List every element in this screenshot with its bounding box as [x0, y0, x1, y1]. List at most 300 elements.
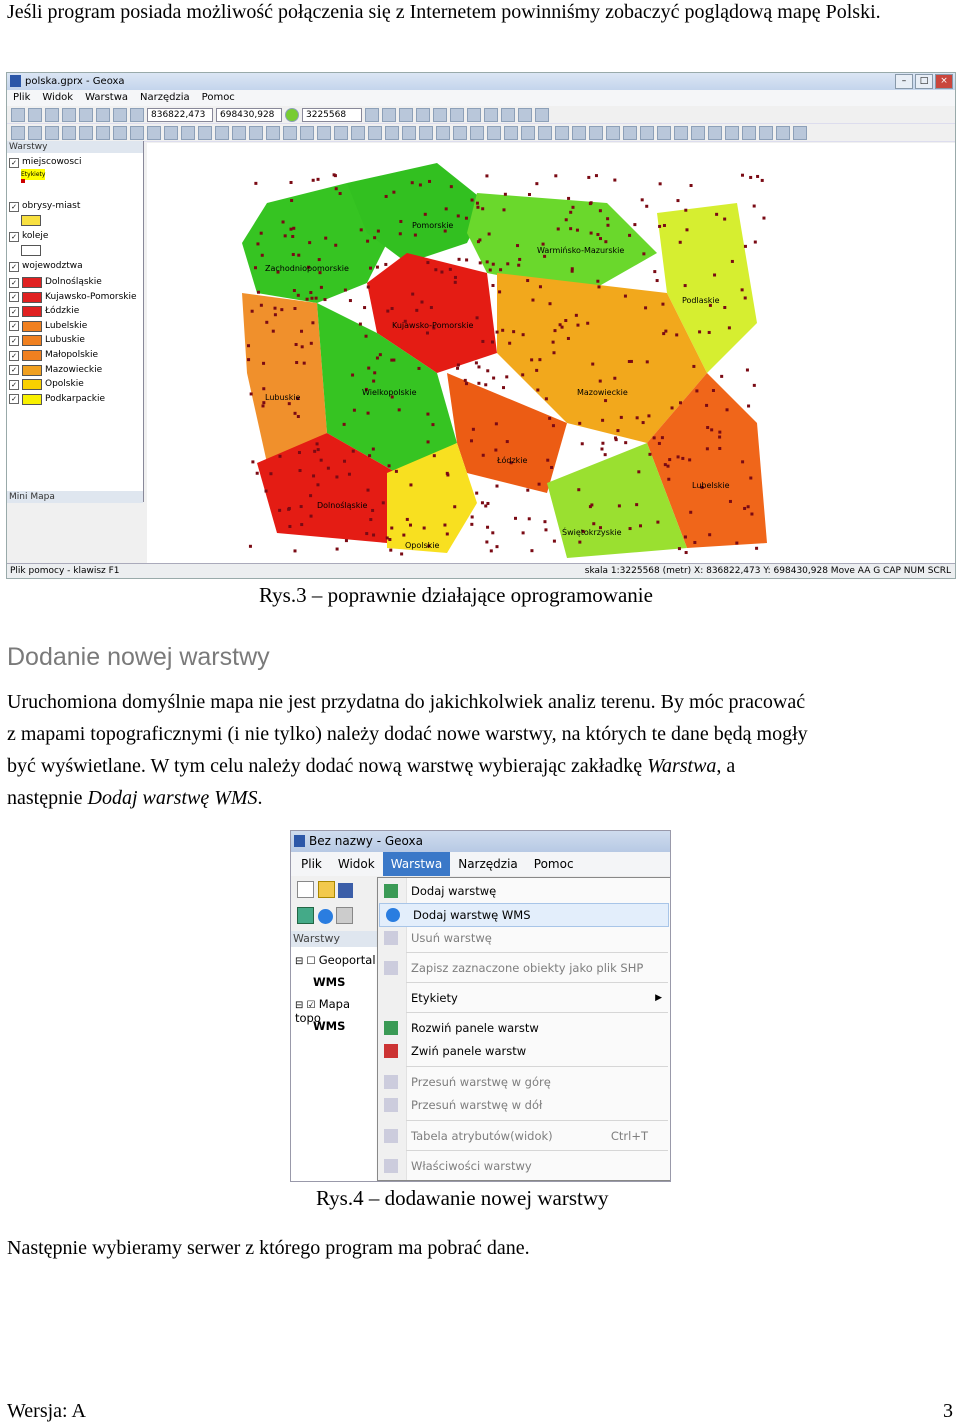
- town-marker: [409, 524, 412, 527]
- menu-item-collapse-panels[interactable]: [378, 1040, 670, 1062]
- town-marker: [604, 240, 607, 243]
- tool-icon[interactable]: [399, 108, 413, 122]
- tool-icon[interactable]: [433, 108, 447, 122]
- layer-icon[interactable]: [283, 126, 297, 140]
- town-marker: [323, 298, 326, 301]
- layer-row[interactable]: ⊟ ☐ Geoportal: [295, 953, 376, 967]
- legend-item[interactable]: [9, 379, 84, 390]
- town-marker: [254, 182, 257, 185]
- menu-item-label: Właściwości warstwy: [411, 1159, 532, 1173]
- town-marker: [367, 412, 370, 415]
- layer-icon[interactable]: [300, 126, 314, 140]
- town-marker: [486, 502, 489, 505]
- town-marker: [301, 345, 304, 348]
- layer-icon[interactable]: [249, 126, 263, 140]
- town-marker: [646, 360, 649, 363]
- town-marker: [426, 413, 429, 416]
- town-marker: [501, 329, 504, 332]
- tool-icon[interactable]: [467, 108, 481, 122]
- layer-icon[interactable]: [198, 126, 212, 140]
- town-marker: [300, 523, 303, 526]
- town-marker: [492, 263, 495, 266]
- town-marker: [308, 241, 311, 244]
- town-marker: [576, 229, 579, 232]
- town-marker: [596, 233, 599, 236]
- edit-icon[interactable]: [674, 126, 688, 140]
- town-marker: [576, 324, 579, 327]
- town-marker: [743, 507, 746, 510]
- checkbox[interactable]: ✓: [9, 158, 19, 168]
- town-marker: [676, 199, 679, 202]
- select-icon[interactable]: [555, 126, 569, 140]
- grid-icon[interactable]: [113, 108, 127, 122]
- minimize-button[interactable]: –: [895, 74, 913, 89]
- town-marker: [377, 230, 380, 233]
- town-marker: [476, 316, 479, 319]
- town-marker: [247, 358, 250, 361]
- zoom-icon[interactable]: [487, 126, 501, 140]
- town-marker: [559, 323, 562, 326]
- town-marker: [384, 263, 387, 266]
- text-span: z mapami topograficznymi (i nie tylko) należy dodać nowe warstwy, na których te dane będą mogły: [7, 723, 808, 745]
- town-marker: [528, 193, 531, 196]
- town-marker: [596, 280, 599, 283]
- town-marker: [372, 448, 375, 451]
- layer-icon[interactable]: [419, 126, 433, 140]
- town-marker: [494, 449, 497, 452]
- legend-item[interactable]: [9, 350, 98, 361]
- edit-icon[interactable]: [742, 126, 756, 140]
- window-titlebar: [7, 73, 955, 90]
- edit-icon[interactable]: [793, 126, 807, 140]
- layer-icon[interactable]: [385, 126, 399, 140]
- region-label: Podlaskie: [682, 296, 720, 305]
- checkbox[interactable]: ✓: [9, 321, 19, 331]
- town-marker: [586, 322, 589, 325]
- legend-item[interactable]: [9, 277, 102, 288]
- move-icon[interactable]: [382, 108, 396, 122]
- menu-item-remove-layer[interactable]: [378, 927, 670, 949]
- tool-icon[interactable]: [450, 108, 464, 122]
- layer-row[interactable]: [9, 261, 83, 272]
- menu-item-attribute-table[interactable]: [378, 1125, 670, 1147]
- layer-label: wojewodztwa: [22, 261, 83, 271]
- menubar: [7, 90, 955, 106]
- edit-icon[interactable]: [657, 126, 671, 140]
- legend-item[interactable]: [9, 365, 102, 376]
- town-marker: [359, 323, 362, 326]
- coord-y-field[interactable]: 698430,928: [216, 108, 282, 122]
- town-marker: [713, 273, 716, 276]
- globe-icon[interactable]: [318, 909, 333, 924]
- edit-icon[interactable]: [640, 126, 654, 140]
- add-layer-icon: [384, 884, 398, 898]
- select-icon[interactable]: [521, 126, 535, 140]
- checkbox[interactable]: ✓: [9, 307, 19, 317]
- locate-icon[interactable]: [285, 108, 299, 122]
- add-layer-icon[interactable]: [297, 907, 314, 924]
- town-marker: [656, 521, 659, 524]
- menu-narzedzia[interactable]: Narzędzia: [458, 857, 518, 871]
- town-marker: [505, 375, 508, 378]
- town-marker: [386, 536, 389, 539]
- town-marker: [636, 416, 639, 419]
- coord-x-field[interactable]: 836822,473: [147, 108, 213, 122]
- layer-icon[interactable]: [113, 126, 127, 140]
- layer-icon[interactable]: [79, 126, 93, 140]
- open-icon[interactable]: [318, 881, 335, 898]
- town-marker: [426, 332, 429, 335]
- menu-warstwa[interactable]: Warstwa: [85, 92, 129, 103]
- town-marker: [457, 214, 460, 217]
- town-marker: [262, 362, 265, 365]
- help-icon[interactable]: [535, 108, 549, 122]
- town-marker: [741, 174, 744, 177]
- legend-item[interactable]: [9, 335, 85, 346]
- legend-item[interactable]: [9, 321, 87, 332]
- layer-icon[interactable]: [130, 126, 144, 140]
- town-marker: [247, 344, 250, 347]
- town-marker: [744, 296, 747, 299]
- town-marker: [399, 232, 402, 235]
- tool-icon[interactable]: [484, 108, 498, 122]
- checkbox[interactable]: ✓: [9, 380, 19, 390]
- town-marker: [698, 330, 701, 333]
- layer-icon[interactable]: [62, 126, 76, 140]
- body-paragraph: [7, 686, 955, 814]
- menu-item-move-up[interactable]: [378, 1071, 670, 1093]
- town-marker: [624, 441, 627, 444]
- edit-icon[interactable]: [708, 126, 722, 140]
- close-button[interactable]: ×: [935, 74, 953, 89]
- town-marker: [367, 367, 370, 370]
- menu-pomoc[interactable]: Pomoc: [533, 857, 574, 871]
- edit-icon[interactable]: [623, 126, 637, 140]
- hand-icon[interactable]: [436, 126, 450, 140]
- town-marker: [465, 382, 468, 385]
- zoom-out-icon[interactable]: [470, 126, 484, 140]
- layer-icon[interactable]: [402, 126, 416, 140]
- town-marker: [642, 252, 645, 255]
- town-marker: [729, 500, 732, 503]
- town-marker: [548, 417, 551, 420]
- town-marker: [369, 267, 372, 270]
- font-icon[interactable]: [62, 108, 76, 122]
- town-marker: [309, 494, 312, 497]
- town-marker: [433, 454, 436, 457]
- menu-item-expand-panels[interactable]: [378, 1017, 670, 1039]
- edit-icon[interactable]: [759, 126, 773, 140]
- checkbox[interactable]: ✓: [9, 232, 19, 242]
- legend-swatch: [22, 350, 42, 361]
- edit-icon[interactable]: [691, 126, 705, 140]
- menu-pomoc[interactable]: Pomoc: [201, 92, 235, 103]
- town-marker: [477, 382, 480, 385]
- layer-icon[interactable]: [181, 126, 195, 140]
- grid-icon[interactable]: [79, 108, 93, 122]
- menu-item-label: Zapisz zaznaczone obiekty jako plik SHP: [411, 961, 644, 975]
- zoom-icon[interactable]: [504, 126, 518, 140]
- town-marker: [471, 515, 474, 518]
- town-marker: [297, 415, 300, 418]
- menu-narzedzia[interactable]: Narzędzia: [140, 92, 190, 103]
- legend-label: Łódzkie: [45, 306, 80, 317]
- town-marker: [616, 429, 619, 432]
- town-marker: [367, 285, 370, 288]
- town-marker: [656, 279, 659, 282]
- town-marker: [260, 232, 263, 235]
- legend-item[interactable]: [9, 394, 105, 405]
- layer-icon[interactable]: [266, 126, 280, 140]
- menu-warstwa[interactable]: Warstwa: [383, 852, 451, 876]
- town-marker: [368, 454, 371, 457]
- town-marker: [465, 258, 468, 261]
- legend-swatch: [22, 321, 42, 332]
- menu-plik[interactable]: Plik: [13, 92, 31, 103]
- town-marker: [599, 237, 602, 240]
- town-marker: [417, 367, 420, 370]
- town-marker: [521, 373, 524, 376]
- legend-swatch: [22, 277, 42, 288]
- town-marker: [265, 490, 268, 493]
- town-marker: [251, 460, 254, 463]
- town-marker: [294, 549, 297, 552]
- town-marker: [373, 236, 376, 239]
- town-marker: [502, 386, 505, 389]
- town-marker: [571, 270, 574, 273]
- town-marker: [705, 404, 708, 407]
- town-marker: [502, 208, 505, 211]
- save-icon[interactable]: [45, 108, 59, 122]
- town-marker: [476, 206, 479, 209]
- layer-icon[interactable]: [232, 126, 246, 140]
- town-marker: [312, 474, 315, 477]
- town-marker: [499, 268, 502, 271]
- town-marker: [294, 412, 297, 415]
- chevron-down-icon[interactable]: [365, 108, 379, 122]
- legend-item[interactable]: [9, 306, 79, 317]
- layer-icon[interactable]: [28, 126, 42, 140]
- checkbox[interactable]: ✓: [9, 336, 19, 346]
- town-marker: [365, 335, 368, 338]
- layer-row[interactable]: [9, 231, 48, 242]
- town-marker: [554, 174, 557, 177]
- edit-icon[interactable]: [589, 126, 603, 140]
- town-marker: [629, 527, 632, 530]
- town-marker: [712, 389, 715, 392]
- footer-version: Wersja: A: [7, 1400, 86, 1422]
- town-marker: [311, 321, 314, 324]
- town-marker: [260, 304, 263, 307]
- town-marker: [564, 319, 567, 322]
- town-marker: [695, 389, 698, 392]
- town-marker: [706, 426, 709, 429]
- town-marker: [475, 492, 478, 495]
- town-marker: [693, 541, 696, 544]
- layer-icon[interactable]: [45, 126, 59, 140]
- town-marker: [604, 453, 607, 456]
- town-marker: [630, 360, 633, 363]
- new-icon[interactable]: [297, 881, 314, 898]
- town-marker: [414, 234, 417, 237]
- save-icon[interactable]: [338, 883, 353, 898]
- checkbox[interactable]: ✓: [9, 292, 19, 302]
- town-marker: [390, 359, 393, 362]
- layer-icon[interactable]: [164, 126, 178, 140]
- window-title: polska.gprx - Geoxa: [25, 76, 125, 87]
- town-marker: [385, 195, 388, 198]
- town-marker: [443, 524, 446, 527]
- town-marker: [476, 202, 479, 205]
- layer-icon[interactable]: [215, 126, 229, 140]
- menu-widok[interactable]: Widok: [42, 92, 74, 103]
- checkbox[interactable]: ✓: [9, 365, 19, 375]
- town-marker: [522, 333, 525, 336]
- menu-item-add-layer[interactable]: [378, 880, 670, 902]
- checkbox[interactable]: ✓: [9, 394, 19, 404]
- menu-widok[interactable]: Widok: [337, 857, 375, 871]
- layer-label: obrysy-miast: [22, 201, 81, 211]
- layer-row[interactable]: ⊟ ☑ Mapa topo: [295, 997, 351, 1025]
- town-marker: [395, 470, 398, 473]
- region-lubuskie: [242, 293, 327, 463]
- town-marker: [592, 522, 595, 525]
- town-marker: [477, 365, 480, 368]
- menu-item-save-shp[interactable]: [378, 957, 670, 979]
- town-marker: [279, 455, 282, 458]
- town-marker: [388, 464, 391, 467]
- town-marker: [295, 343, 298, 346]
- layer-row[interactable]: [9, 201, 80, 212]
- zoom-in-icon[interactable]: [453, 126, 467, 140]
- layer-row[interactable]: [9, 157, 81, 168]
- town-marker: [353, 409, 356, 412]
- app-icon: [10, 75, 21, 87]
- legend-swatch: [22, 379, 42, 390]
- layers-panel-header: Warstwy: [291, 931, 377, 947]
- toolbar: [297, 907, 353, 927]
- town-marker: [339, 192, 342, 195]
- town-marker: [578, 422, 581, 425]
- edit-icon[interactable]: [606, 126, 620, 140]
- warstwa-dropdown-menu: [377, 877, 671, 1181]
- menu-item-label: Etykiety: [411, 991, 458, 1005]
- checkbox[interactable]: ✓: [9, 202, 19, 212]
- town-marker: [430, 306, 433, 309]
- checkbox[interactable]: ✓: [9, 278, 19, 288]
- region-label: Dolnośląskie: [317, 501, 368, 510]
- town-marker: [486, 369, 489, 372]
- table-icon: [384, 1129, 398, 1143]
- town-marker: [514, 517, 517, 520]
- town-marker: [578, 541, 581, 544]
- menu-item-label: Przesuń warstwę w górę: [411, 1075, 551, 1089]
- town-marker: [360, 228, 363, 231]
- town-marker: [249, 545, 252, 548]
- town-marker: [530, 549, 533, 552]
- region-warminsko-mazurskie: [467, 193, 657, 293]
- town-marker: [367, 489, 370, 492]
- menu-item-add-wms-layer[interactable]: [379, 903, 669, 927]
- menu-item-layer-properties[interactable]: [378, 1155, 670, 1177]
- town-marker: [613, 377, 616, 380]
- checkbox[interactable]: ✓: [9, 351, 19, 361]
- tool-icon[interactable]: [501, 108, 515, 122]
- town-marker: [599, 209, 602, 212]
- select-icon[interactable]: [572, 126, 586, 140]
- maximize-button[interactable]: □: [915, 74, 933, 89]
- checkbox[interactable]: ✓: [9, 262, 19, 272]
- town-marker: [577, 488, 580, 491]
- edit-icon[interactable]: [725, 126, 739, 140]
- town-marker: [295, 361, 298, 364]
- town-marker: [528, 517, 531, 520]
- open-icon[interactable]: [28, 108, 42, 122]
- town-marker: [536, 389, 539, 392]
- layer-icon[interactable]: [351, 126, 365, 140]
- town-marker: [485, 540, 488, 543]
- town-marker: [590, 232, 593, 235]
- town-marker: [545, 397, 548, 400]
- town-marker: [552, 351, 555, 354]
- geoxa-map-screenshot: [6, 72, 956, 579]
- new-icon[interactable]: [11, 108, 25, 122]
- legend-item[interactable]: [9, 292, 137, 303]
- town-marker: [369, 518, 372, 521]
- edit-icon[interactable]: [776, 126, 790, 140]
- layer-icon[interactable]: [334, 126, 348, 140]
- grid-icon[interactable]: [130, 108, 144, 122]
- town-marker: [677, 455, 680, 458]
- layer-icon[interactable]: [147, 126, 161, 140]
- town-marker: [544, 528, 547, 531]
- layer-icon[interactable]: [11, 126, 25, 140]
- layer-icon[interactable]: [336, 907, 353, 924]
- town-marker: [320, 459, 323, 462]
- town-marker: [363, 306, 366, 309]
- section-heading: Dodanie nowej warstwy: [7, 643, 270, 671]
- tool-icon[interactable]: [416, 108, 430, 122]
- menu-item-label: Dodaj warstwę WMS: [413, 908, 531, 922]
- menu-item-move-down[interactable]: [378, 1094, 670, 1116]
- emphasis: Warstwa: [647, 755, 717, 777]
- town-marker: [420, 301, 423, 304]
- town-marker: [298, 451, 301, 454]
- town-marker: [335, 187, 338, 190]
- grid-icon[interactable]: [96, 108, 110, 122]
- menu-plik[interactable]: Plik: [301, 857, 322, 871]
- window-titlebar: [291, 831, 670, 852]
- layer-icon[interactable]: [317, 126, 331, 140]
- town-marker: [334, 244, 337, 247]
- legend-label: Opolskie: [45, 379, 84, 390]
- tool-icon[interactable]: [518, 108, 532, 122]
- scale-dropdown[interactable]: 3225568: [302, 108, 362, 122]
- layer-icon[interactable]: [96, 126, 110, 140]
- menu-item-labels[interactable]: [378, 987, 670, 1009]
- layer-icon[interactable]: [368, 126, 382, 140]
- town-marker: [488, 232, 491, 235]
- select-icon[interactable]: [538, 126, 552, 140]
- town-marker: [312, 179, 315, 182]
- town-marker: [663, 224, 666, 227]
- town-marker: [256, 242, 259, 245]
- figure-caption: Rys.4 – dodawanie nowej warstwy: [316, 1186, 609, 1210]
- town-marker: [728, 326, 731, 329]
- town-marker: [303, 362, 306, 365]
- town-marker: [334, 174, 337, 177]
- toolbar-2: [7, 124, 955, 142]
